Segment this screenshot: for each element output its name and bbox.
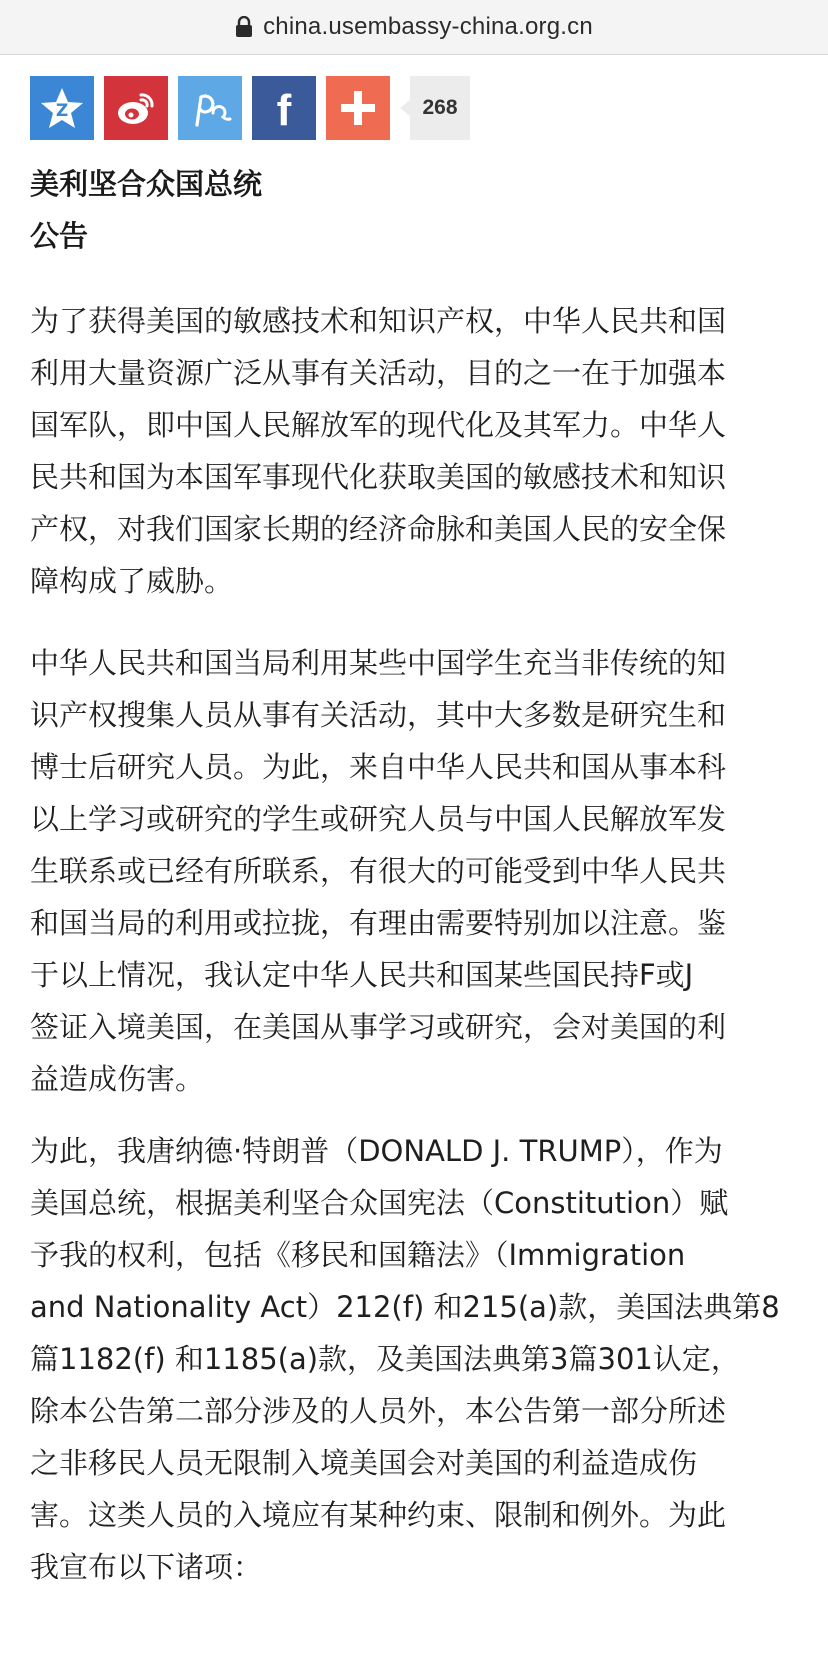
svg-text:Z: Z — [55, 101, 69, 121]
text-line: 民共和国为本国军事现代化获取美国的敏感技术和知识 — [30, 460, 727, 494]
url-display[interactable] — [235, 13, 593, 41]
share-weibo-button[interactable] — [104, 76, 168, 140]
text-line: 篇1182(f) 和1185(a)款，及美国法典第3篇301认定， — [30, 1342, 740, 1376]
text-line: 害。这类人员的入境应有某种约束、限制和例外。为此 — [30, 1498, 727, 1532]
proclamation-heading — [30, 158, 262, 262]
weibo-icon — [113, 85, 159, 131]
text-line: 予我的权利，包括《移民和国籍法》（Immigration — [30, 1238, 686, 1272]
text-line: 美国总统，根据美利坚合众国宪法（Constitution）赋 — [30, 1186, 729, 1220]
text-line: and Nationality Act）212(f) 和215(a)款，美国法典第8 — [30, 1290, 780, 1324]
text-line: 和国当局的利用或拉拢，有理由需要特别加以注意。鉴 — [30, 906, 727, 940]
paragraph-1 — [30, 295, 800, 607]
paragraph-3 — [30, 1125, 800, 1593]
text-line: 之非移民人员无限制入境美国会对美国的利益造成伤 — [30, 1446, 698, 1480]
text-line: 博士后研究人员。为此，来自中华人民共和国从事本科 — [30, 750, 727, 784]
text-line: 益造成伤害。 — [30, 1062, 205, 1096]
paragraph-2 — [30, 637, 800, 1105]
text-line: 生联系或已经有所联系，有很大的可能受到中华人民共 — [30, 854, 727, 888]
pengyou-icon — [187, 85, 233, 131]
share-count-badge: 268 — [410, 76, 470, 140]
text-line: 以上学习或研究的学生或研究人员与中国人民解放军发 — [30, 802, 727, 836]
text-line: 产权，对我们国家长期的经济命脉和美国人民的安全保 — [30, 512, 727, 546]
browser-url-bar[interactable] — [0, 0, 828, 55]
url-text: china.usembassy-china.org.cn — [263, 13, 593, 40]
share-qzone-button[interactable] — [30, 76, 94, 140]
text-line: 中华人民共和国当局利用某些中国学生充当非传统的知 — [30, 646, 727, 680]
heading-line: 美利坚合众国总统 — [30, 167, 263, 201]
text-line: 为了获得美国的敏感技术和知识产权，中华人民共和国 — [30, 304, 727, 338]
text-line: 识产权搜集人员从事有关活动，其中大多数是研究生和 — [30, 698, 727, 732]
facebook-icon — [261, 85, 307, 131]
heading-line: 公告 — [30, 219, 89, 253]
share-more-button[interactable] — [326, 76, 390, 140]
text-line: 除本公告第二部分涉及的人员外，本公告第一部分所述 — [30, 1394, 727, 1428]
share-facebook-button[interactable] — [252, 76, 316, 140]
qzone-star-icon — [39, 85, 85, 131]
text-line: 我宣布以下诸项： — [30, 1550, 263, 1584]
text-line: 于以上情况，我认定中华人民共和国某些国民持F或J — [30, 958, 694, 992]
share-pengyou-button[interactable] — [178, 76, 242, 140]
text-line: 为此，我唐纳德·特朗普（DONALD J. TRUMP），作为 — [30, 1134, 723, 1168]
text-line: 国军队，即中国人民解放军的现代化及其军力。中华人 — [30, 408, 727, 442]
share-toolbar — [30, 76, 470, 140]
facebook-letter: f — [276, 86, 292, 131]
plus-icon — [335, 85, 381, 131]
text-line: 障构成了威胁。 — [30, 564, 234, 598]
text-line: 签证入境美国，在美国从事学习或研究，会对美国的利 — [30, 1010, 727, 1044]
lock-icon — [235, 16, 253, 38]
text-line: 利用大量资源广泛从事有关活动，目的之一在于加强本 — [30, 356, 727, 390]
